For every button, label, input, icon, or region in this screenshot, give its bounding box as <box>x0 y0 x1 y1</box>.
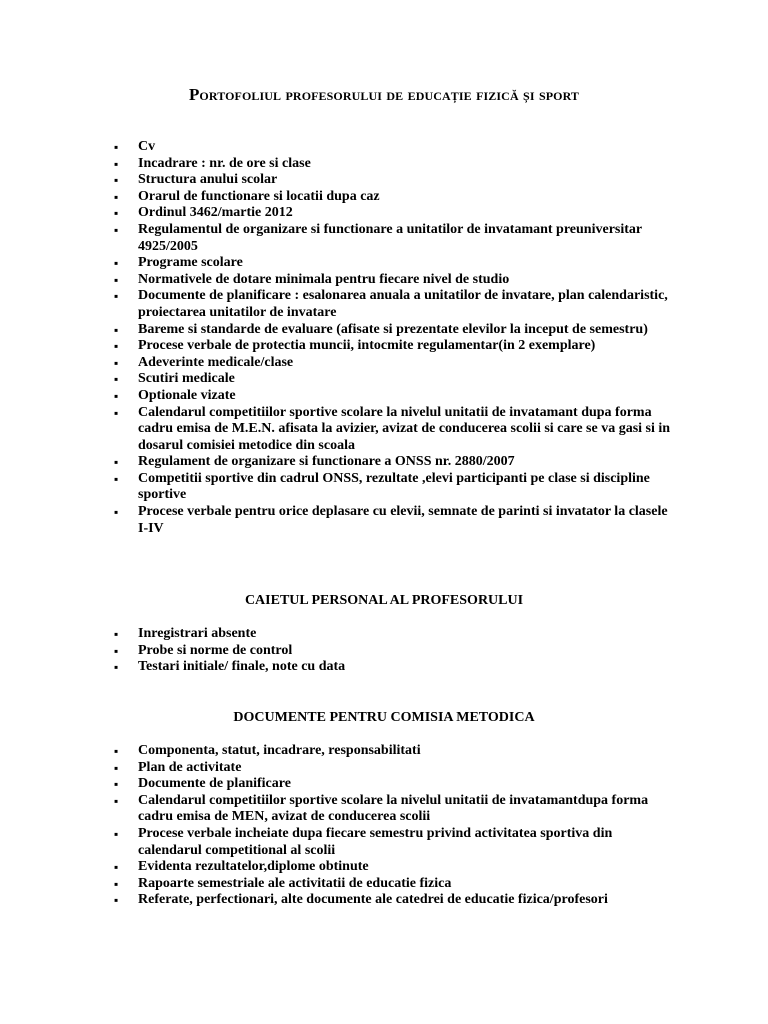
list-item: ▪ Orarul de functionare si locatii dupa caz <box>0 189 768 206</box>
page-title: Portofoliul profesorului de educație fizică și sport <box>188 85 580 104</box>
list-item: ▪ Structura anului scolar <box>0 172 768 189</box>
list-item: ▪ Procese verbale incheiate dupa fiecare semestru privind activitatea sportiva din calendarul competitional al scolii <box>0 826 768 859</box>
list-item: ▪ Inregistrari absente <box>0 626 768 643</box>
list-item: ▪ Documente de planificare : esalonarea anuala a unitatilor de invatare, plan calendaristic, proiectarea unitatilor de invatare <box>0 288 768 321</box>
list-item: ▪ Testari initiale/ finale, note cu data <box>0 659 768 676</box>
list-item: ▪ Competitii sportive din cadrul ONSS, rezultate ,elevi participanti pe clase si discipline sportive <box>0 471 768 504</box>
list-item: ▪ Ordinul 3462/martie 2012 <box>0 205 768 222</box>
list-item: ▪ Calendarul competitiilor sportive scolare la nivelul unitatii de invatamantdupa forma cadru emisa de MEN, avizat de conducerea scolii <box>0 793 768 826</box>
list-item: ▪ Incadrare : nr. de ore si clase <box>0 156 768 173</box>
comisia-section-title: DOCUMENTE PENTRU COMISIA METODICA <box>233 710 535 725</box>
caiet-section-title: CAIETUL PERSONAL AL PROFESORULUI <box>244 593 524 608</box>
list-item: ▪ Componenta, statut, incadrare, responsabilitati <box>0 743 768 760</box>
list-item: ▪ Plan de activitate <box>0 760 768 777</box>
list-item: ▪ Cv <box>0 139 768 156</box>
list-item: ▪ Regulamentul de organizare si functionare a unitatilor de invatamant preuniversitar 4925/2005 <box>0 222 768 255</box>
list-item: ▪ Probe si norme de control <box>0 643 768 660</box>
list-item: ▪ Evidenta rezultatelor,diplome obtinute <box>0 859 768 876</box>
list-item: ▪ Documente de planificare <box>0 776 768 793</box>
list-item: ▪ Procese verbale pentru orice deplasare cu elevii, semnate de parinti si invatator la clasele I-IV <box>0 504 768 537</box>
list-item: ▪ Optionale vizate <box>0 388 768 405</box>
list-item: ▪ Programe scolare <box>0 255 768 272</box>
list-item: ▪ Scutiri medicale <box>0 371 768 388</box>
list-item: ▪ Normativele de dotare minimala pentru fiecare nivel de studio <box>0 272 768 289</box>
list-item: ▪ Adeverinte medicale/clase <box>0 355 768 372</box>
list-item: ▪ Bareme si standarde de evaluare (afisate si prezentate elevilor la inceput de semestru) <box>0 322 768 339</box>
list-item: ▪ Regulament de organizare si functionare a ONSS nr. 2880/2007 <box>0 454 768 471</box>
portfolio-list <box>0 139 768 537</box>
list-item: ▪ Calendarul competitiilor sportive scolare la nivelul unitatii de invatamant dupa forma cadru emisa de M.E.N. afisata la avizier, avizat de conducerea scolii si care se va gasi si in dosarul comisiei metodice din scoala <box>0 405 768 455</box>
comisia-list <box>0 743 768 909</box>
list-item: ▪ Rapoarte semestriale ale activitatii de educatie fizica <box>0 876 768 893</box>
caiet-list <box>0 626 768 676</box>
list-item: ▪ Procese verbale de protectia muncii, intocmite regulamentar(in 2 exemplare) <box>0 338 768 355</box>
list-item: ▪ Referate, perfectionari, alte documente ale catedrei de educatie fizica/profesori <box>0 892 768 909</box>
